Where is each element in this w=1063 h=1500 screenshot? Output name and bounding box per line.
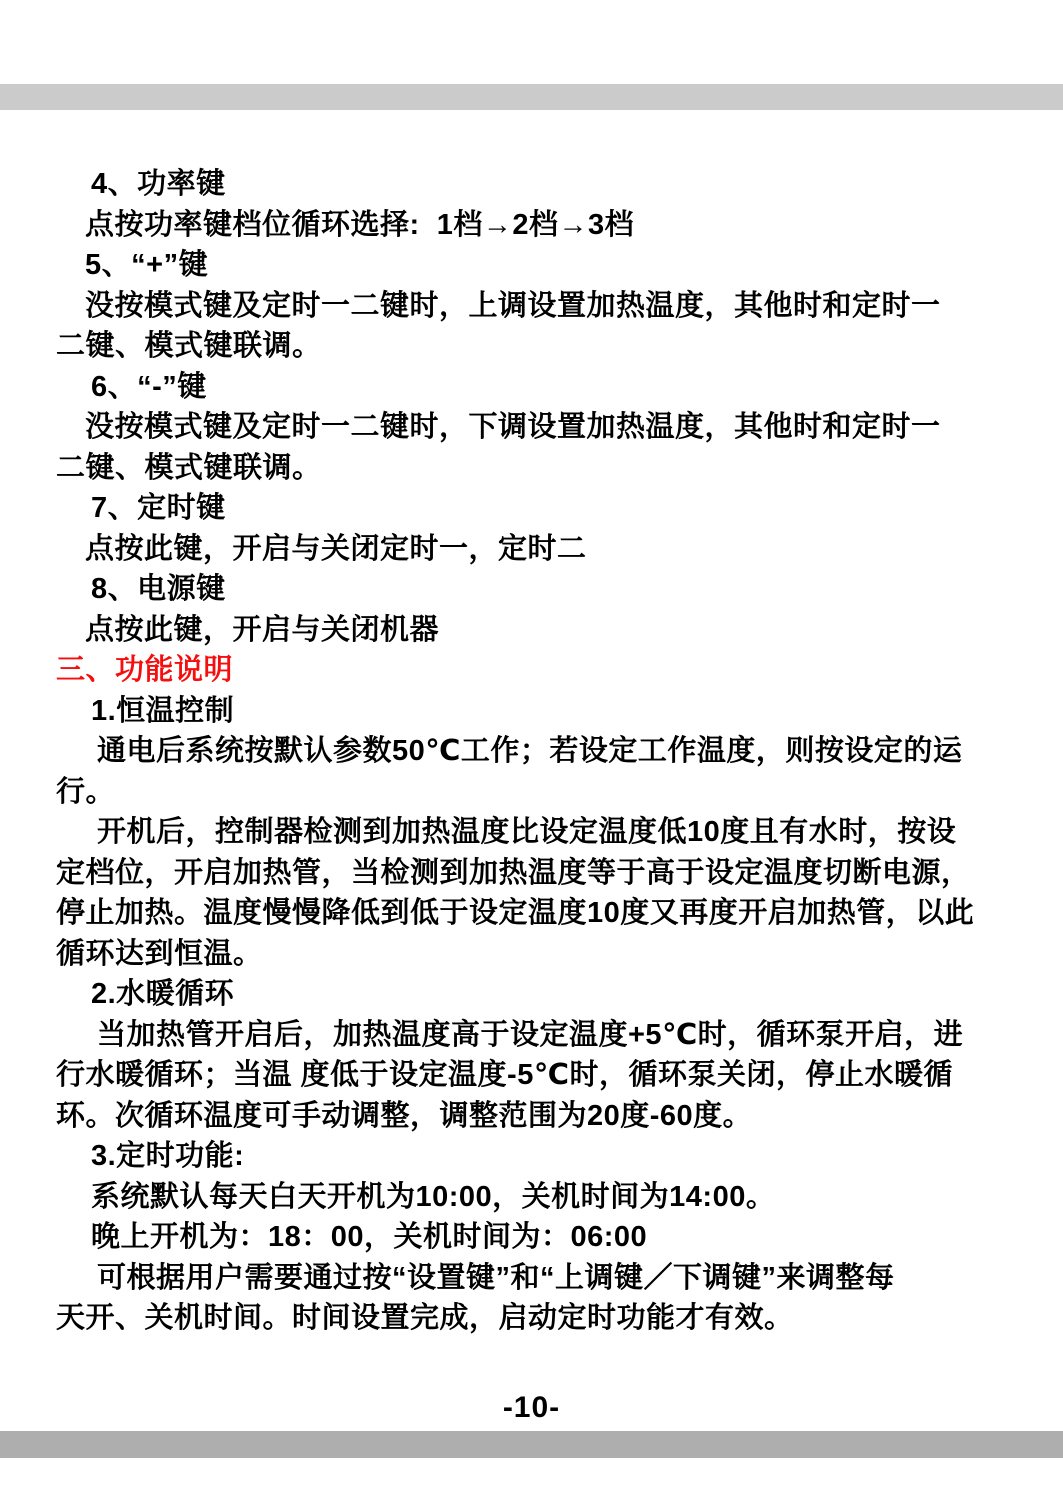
function3-para2-line1: 可根据用户需要通过按“设置键”和“上调键／下调键”来调整每 xyxy=(97,1261,895,1294)
function1-para2-line1: 开机后，控制器检测到加热温度比设定温度低10度且有水时，按设 xyxy=(97,816,957,848)
top-divider-bar xyxy=(0,84,1063,110)
key8-title: 8、电源键 xyxy=(91,573,226,605)
key5-description-line1: 没按模式键及定时一二键时，上调设置加热温度，其他时和定时一 xyxy=(85,289,941,322)
function3-para2-line2: 天开、关机时间。时间设置完成，启动定时功能才有效。 xyxy=(56,1302,794,1334)
key7-title: 7、定时键 xyxy=(91,492,226,524)
function2-para1-line1: 当加热管开启后，加热温度高于设定温度+5℃时，循环泵开启，进 xyxy=(97,1018,964,1051)
function2-title: 2.水暖循环 xyxy=(91,978,235,1010)
key5-title: 5、“+”键 xyxy=(85,249,209,281)
function2-para1-line3: 环。次循环温度可手动调整，调整范围为20度-60度。 xyxy=(56,1099,753,1132)
key7-description: 点按此键，开启与关闭定时一，定时二 xyxy=(85,532,587,565)
function1-para1-line1: 通电后系统按默认参数50℃工作；若设定工作温度，则按设定的运 xyxy=(97,735,963,767)
function1-title: 1.恒温控制 xyxy=(91,694,235,727)
function1-para1-line2: 行。 xyxy=(56,775,116,808)
bottom-divider-bar xyxy=(0,1431,1063,1458)
key8-description: 点按此键，开启与关闭机器 xyxy=(85,613,440,646)
manual-text-body xyxy=(56,164,1006,1339)
function3-line1: 系统默认每天白天开机为10:00，关机时间为14:00。 xyxy=(91,1180,776,1213)
function3-title: 3.定时功能: xyxy=(91,1140,245,1172)
key6-description-line2: 二键、模式键联调。 xyxy=(56,451,322,484)
key4-title: 4、功率键 xyxy=(91,168,226,200)
page-number: -10- xyxy=(502,1391,561,1424)
function3-line2: 晚上开机为：18：00，关机时间为：06:00 xyxy=(91,1221,648,1253)
key5-description-line2: 二键、模式键联调。 xyxy=(56,330,322,362)
function1-para2-line3: 停止加热。温度慢慢降低到低于设定温度10度又再度开启加热管，以此 xyxy=(56,897,975,929)
function2-para1-line2: 行水暖循环；当温 度低于设定温度-5℃时，循环泵关闭，停止水暖循 xyxy=(56,1059,953,1091)
key4-description: 点按功率键档位循环选择: 1档→2档→3档 xyxy=(85,208,635,241)
function1-para2-line2: 定档位，开启加热管，当检测到加热温度等于高于设定温度切断电源， xyxy=(56,856,971,889)
key6-title: 6、“-”键 xyxy=(91,370,207,403)
section-heading-functions: 三、功能说明 xyxy=(56,654,234,686)
function1-para2-line4: 循环达到恒温。 xyxy=(56,937,263,970)
key6-description-line1: 没按模式键及定时一二键时，下调设置加热温度，其他时和定时一 xyxy=(85,411,941,443)
